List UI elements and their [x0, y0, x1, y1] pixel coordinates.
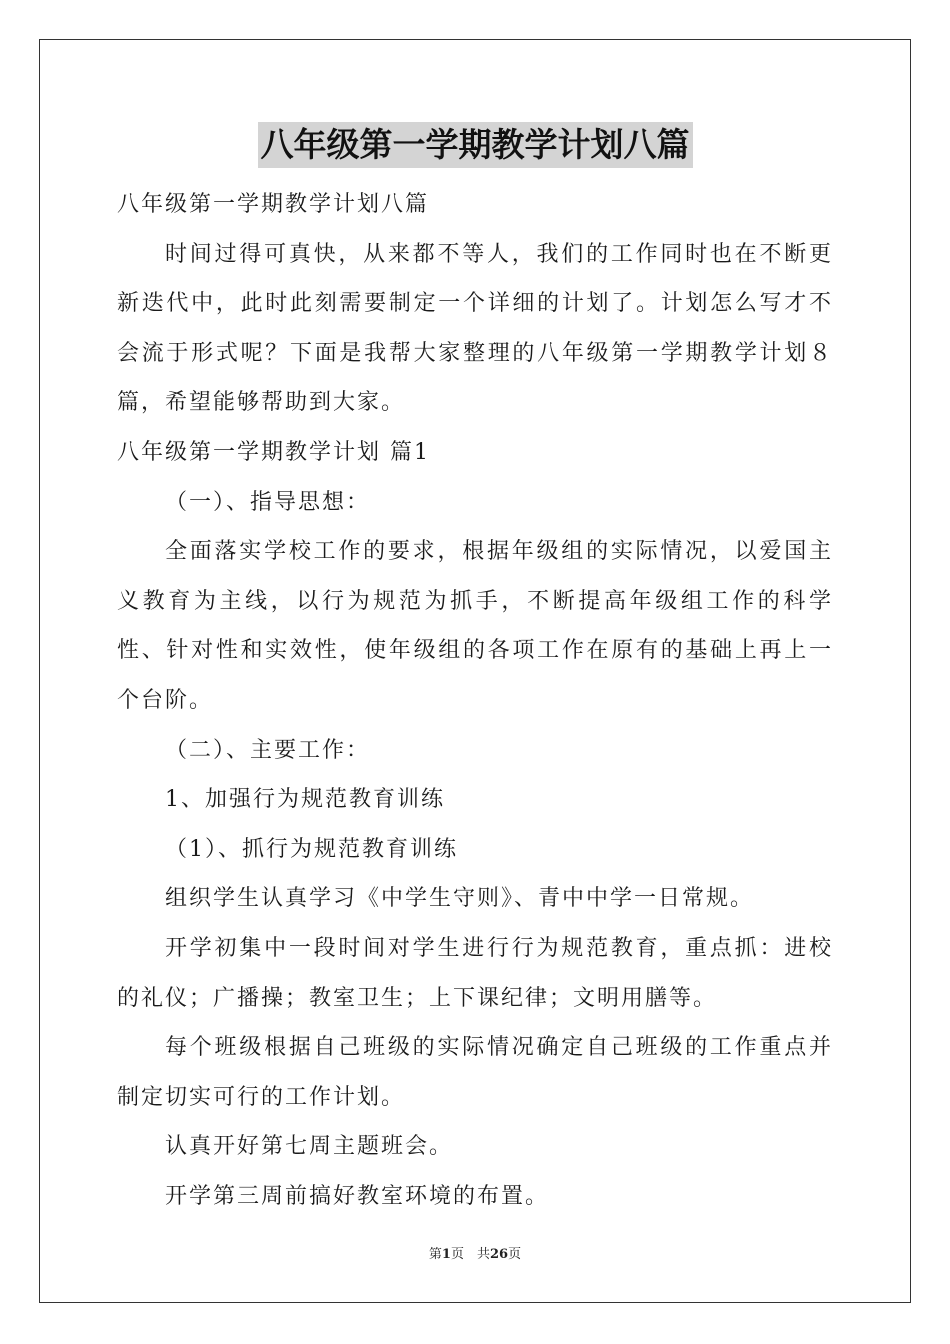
- paragraph: 开学初集中一段时间对学生进行行为规范教育，重点抓：进校的礼仪；广播操；教室卫生；上下课纪律；文明用膳等。: [117, 935, 833, 1011]
- paragraph: （1）、抓行为规范教育训练: [165, 836, 458, 862]
- current-page-number: 1: [441, 1247, 451, 1262]
- footer-middle: 页 共: [450, 1247, 490, 1262]
- footer-suffix: 页: [508, 1247, 522, 1262]
- paragraph: 组织学生认真学习《中学生守则》、青中中学一日常规。: [165, 886, 755, 912]
- paragraph: 时间过得可真快，从来都不等人，我们的工作同时也在不断更新迭代中，此时此刻需要制定一个详细的计划了。计划怎么写才不会流于形式呢？下面是我帮大家整理的八年级第一学期教学计划８篇，希望能够帮助到大家。: [117, 241, 833, 416]
- footer-prefix: 第: [428, 1247, 442, 1262]
- paragraph: 1、加强行为规范教育训练: [165, 787, 445, 813]
- document-body: [117, 180, 833, 1221]
- paragraph: （二）、主要工作：: [165, 737, 371, 763]
- document-title: 八年级第一学期教学计划八篇: [258, 122, 693, 168]
- page-footer: [0, 1246, 950, 1264]
- paragraph: 全面落实学校工作的要求，根据年级组的实际情况，以爱国主义教育为主线，以行为规范为抓手，不断提高年级组工作的科学性、针对性和实效性，使年级组的各项工作在原有的基础上再上一个台阶。: [117, 539, 833, 713]
- paragraph: 每个班级根据自己班级的实际情况确定自己班级的工作重点并制定切实可行的工作计划。: [117, 1035, 833, 1110]
- paragraph: 八年级第一学期教学计划 篇1: [117, 439, 430, 465]
- paragraph: （一）、指导思想：: [165, 489, 371, 515]
- paragraph: 开学第三周前搞好教室环境的布置。: [165, 1183, 550, 1209]
- paragraph: 认真开好第七周主题班会。: [165, 1134, 454, 1160]
- total-page-count: 26: [489, 1247, 509, 1262]
- title-container: [0, 122, 950, 168]
- paragraph: 八年级第一学期教学计划八篇: [117, 192, 430, 217]
